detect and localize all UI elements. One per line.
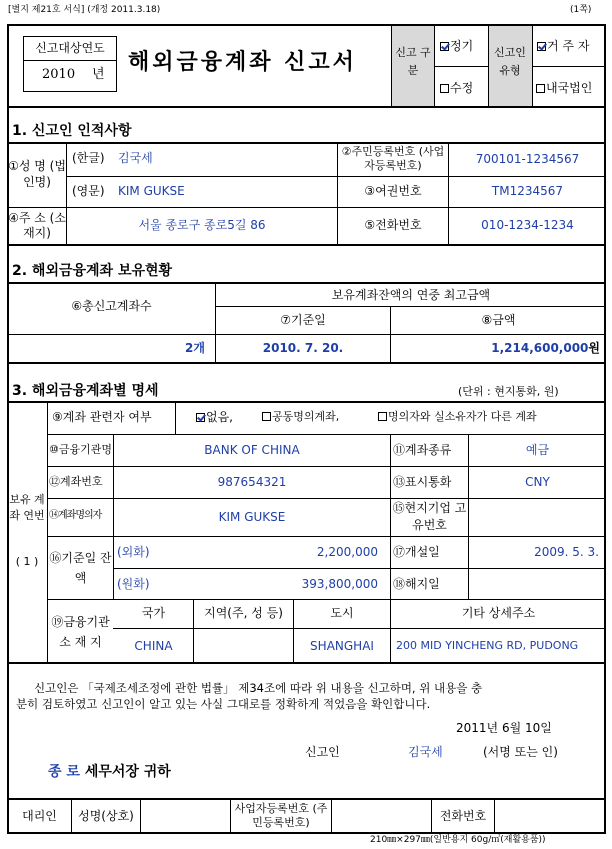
- form-title: 해외금융계좌 신고서: [128, 50, 357, 75]
- agent-bizno-label: 사업자등록번호 (주민등록번호): [234, 802, 328, 829]
- option-resident[interactable]: 거 주 자: [537, 40, 589, 52]
- relation-diff-option[interactable]: 명의자와 실소유자가 다른 계좌: [378, 411, 537, 422]
- side-label: 보유 계좌 연번: [9, 493, 45, 522]
- base-date-label: ⑦기준일: [280, 313, 326, 327]
- balance-krw-prefix: (원화): [117, 577, 150, 591]
- year-unit: 년: [92, 67, 105, 82]
- account-type-label: ⑪계좌종류: [393, 443, 452, 457]
- section2-heading: 2. 해외금융계좌 보유현황: [12, 263, 173, 279]
- sign-note: (서명 또는 인): [483, 745, 558, 759]
- paper-spec: 210㎜×297㎜(일반용지 60g/㎡(재활용품)): [370, 835, 546, 845]
- agent-name-label: 성명(상호): [78, 809, 134, 823]
- section3-heading: 3. 해외금융계좌별 명세: [12, 383, 159, 399]
- local-id-label: ⑮현지기업 고유번호: [392, 501, 467, 532]
- relation-joint-option[interactable]: 공동명의계좌,: [262, 411, 339, 422]
- year-label: 신고대상연도: [35, 41, 105, 55]
- name-eng-prefix: (영문): [72, 184, 105, 198]
- checked-checkbox-icon: [537, 42, 546, 51]
- phone-label: ⑤전화번호: [364, 218, 422, 232]
- bank-label: ⑩금융기관명: [49, 443, 112, 456]
- form-frame: [7, 24, 606, 834]
- declaration-date: 2011년 6월 10일: [456, 721, 552, 735]
- open-date-label: ⑰개설일: [393, 545, 440, 559]
- report-type-label: 신고 구분: [395, 46, 431, 77]
- side-number: ( 1 ): [15, 555, 39, 568]
- signer-name: 김국세: [408, 745, 443, 759]
- checked-checkbox-icon: [440, 42, 449, 51]
- name-kor-value: 김국세: [118, 151, 153, 165]
- currency-value: CNY: [525, 475, 550, 489]
- reporter-type-label: 신고인 유형: [494, 46, 526, 77]
- relation-none-option[interactable]: 없음,: [196, 411, 233, 423]
- name-eng-value: KIM GUKSE: [118, 184, 185, 198]
- balance-date-label: ⑯기준일 잔 액: [49, 551, 112, 585]
- balance-krw-value: 393,800,000: [301, 577, 378, 591]
- amount-label: ⑧금액: [481, 313, 516, 327]
- col-address: 기타 상세주소: [461, 606, 536, 620]
- address-value: 서울 종로구 종로5길 86: [138, 218, 266, 232]
- page-number: (1쪽): [570, 5, 592, 15]
- country-value: CHINA: [134, 639, 173, 653]
- passport-value: TM1234567: [491, 184, 564, 198]
- form-number: [별지 제21호 서식] (개정 2011.3.18): [8, 5, 161, 15]
- option-amend[interactable]: 수정: [440, 82, 473, 94]
- checkbox-icon: [536, 84, 545, 93]
- currency-label: ⑬표시통화: [393, 475, 452, 489]
- close-date-label: ⑱해지일: [393, 577, 440, 591]
- relation-label: ⑨계좌 관련자 여부: [52, 410, 152, 424]
- phone-value: 010-1234-1234: [481, 218, 574, 232]
- option-domestic-corp[interactable]: 내국법인: [536, 82, 592, 94]
- account-holder-label: ⑭계좌명의자: [49, 510, 102, 521]
- agent-phone-label: 전화번호: [439, 809, 487, 823]
- col-country: 국가: [141, 606, 166, 620]
- open-date-value: 2009. 5. 3.: [534, 545, 599, 559]
- declaration-line2: 분히 검토하였고 신고인이 알고 있는 사실 그대로를 정확하게 적었음을 확인합니다.: [16, 697, 431, 711]
- checked-checkbox-icon: [196, 413, 205, 422]
- unit-note: (단위 : 현지통화, 원): [458, 385, 559, 398]
- passport-label: ③여권번호: [364, 184, 422, 198]
- col-city: 도시: [330, 606, 354, 620]
- account-count-value: 2개: [185, 341, 205, 355]
- signer-label: 신고인: [305, 745, 340, 759]
- city-value: SHANGHAI: [310, 639, 374, 653]
- name-label: ①성 명 (법인명): [8, 159, 66, 189]
- option-regular[interactable]: 정기: [440, 40, 473, 52]
- checkbox-icon: [440, 84, 449, 93]
- balance-foreign-prefix: (외화): [117, 545, 150, 559]
- col-region: 지역(주, 성 등): [204, 606, 283, 620]
- year-value: 2010: [42, 67, 76, 82]
- balance-foreign-value: 2,200,000: [316, 545, 378, 559]
- account-type-value: 예금: [525, 443, 550, 457]
- location-label: ⑲금융기관 소 재 지: [51, 615, 110, 649]
- balance-label: 보유계좌잔액의 연중 최고금액: [331, 288, 491, 302]
- checkbox-icon: [262, 412, 271, 421]
- account-number-label: ⑫계좌번호: [49, 475, 103, 488]
- bank-value: BANK OF CHINA: [204, 443, 300, 457]
- id-value: 700101-1234567: [475, 152, 580, 166]
- address-detail-value: 200 MID YINCHENG RD, PUDONG: [396, 639, 579, 652]
- address-label: ④주 소 (소재지): [8, 211, 66, 240]
- declaration-line1: 신고인은 「국제조세조정에 관한 법률」 제34조에 따라 위 내용을 신고하며, 위 내용을 충: [34, 681, 483, 695]
- account-count-label: ⑥총신고계좌수: [71, 299, 152, 313]
- id-label: ②주민등록번호 (사업자등록번호): [341, 145, 445, 172]
- agent-label: 대리인: [22, 809, 57, 823]
- tax-office: 종 로 세무서장 귀하: [48, 764, 171, 780]
- checkbox-icon: [378, 412, 387, 421]
- base-date-value: 2010. 7. 20.: [262, 341, 344, 355]
- name-kor-prefix: (한글): [72, 151, 105, 165]
- account-holder-value: KIM GUKSE: [218, 510, 286, 524]
- account-number-value: 987654321: [217, 475, 287, 489]
- amount-value: 1,214,600,000원: [491, 341, 600, 355]
- section1-heading: 1. 신고인 인적사항: [12, 123, 132, 139]
